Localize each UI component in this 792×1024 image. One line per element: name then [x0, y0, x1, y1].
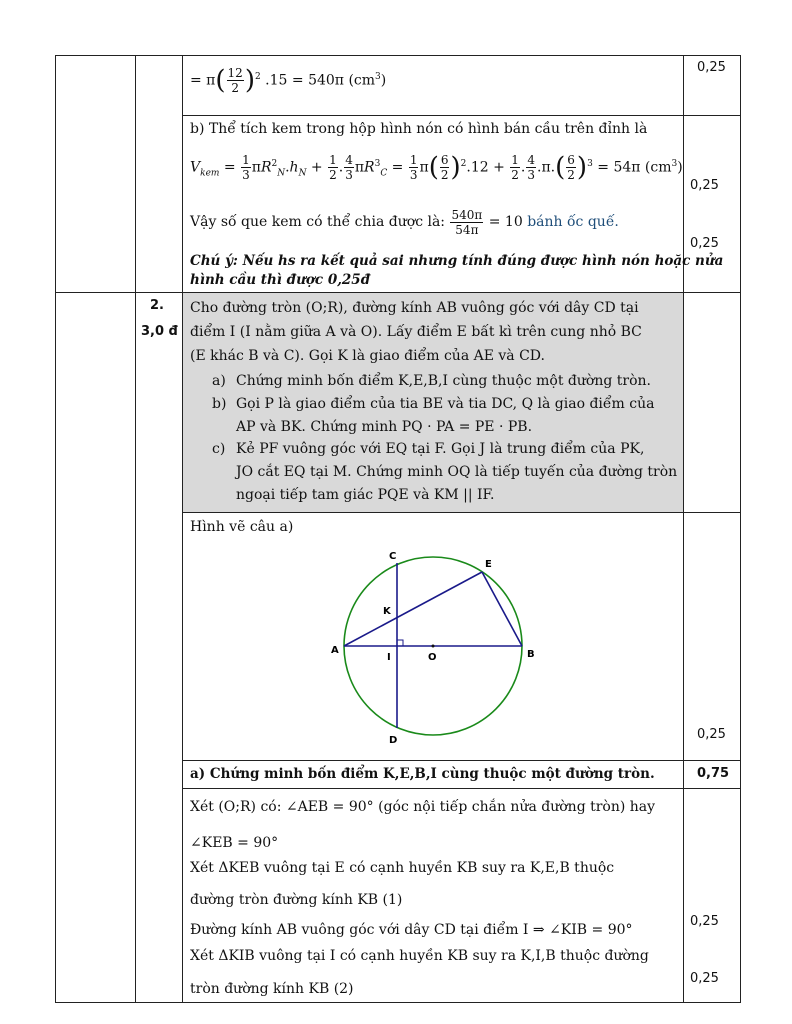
que-kem-count: Vậy số que kem có thể chia được là: $\frac{540\pi}{54\pi}$ = 10 bánh ốc quế.: [190, 207, 619, 237]
proof-line: Xét ΔKIB vuông tại I có cạnh huyền KB suy ra K,I,B thuộc đường: [190, 948, 649, 964]
label-a: A: [331, 645, 339, 656]
problem-intro: Cho đường tròn (O;R), đường kính AB vuông góc với dây CD tại điểm I (I nằm giữa A và O). Lấy điểm E bất kì trên cung nhỏ BC (E khác B và C). Gọi K là giao điểm của AE và CD.: [190, 300, 642, 364]
label-d: D: [389, 735, 398, 746]
figure-caption: Hình vẽ câu a): [190, 519, 294, 535]
score: 0,25: [690, 971, 719, 986]
ice-cream-volume-formula: $V_{kem}$ = $\frac{1}{3}$ $\pi R^2_N.h_N$ + $\frac{1}{2}$ . $\frac{4}{3}$ $\pi R^3_C$ = $\frac{1}{3}$ π( $\frac{6}{2}$ )$^2$.12 + $\frac{1}{2}$ . $\frac{4}{3}$ .π.( $\frac{6}{2}$ )$^3$ = 54π $(cm^3)$: [190, 152, 683, 183]
label-o: O: [428, 652, 437, 663]
problem-item-a: a) Chứng minh bốn điểm K,E,B,I cùng thuộc một đường tròn.: [212, 373, 651, 389]
proof-line: Xét ΔKEB vuông tại E có cạnh huyền KB suy ra K,E,B thuộc: [190, 860, 615, 876]
geometry-figure: [320, 540, 550, 755]
proof-line: ∠KEB = 90°: [190, 835, 279, 851]
part-b-title: b) Thể tích kem trong hộp hình nón có hình bán cầu trên đỉnh là: [190, 121, 648, 137]
point-o: [432, 645, 435, 648]
segment-eb: [482, 572, 522, 646]
table-border: [135, 55, 136, 1003]
problem-item-c: c) Kẻ PF vuông góc với EQ tại F. Gọi J là trung điểm của PK, JO cắt EQ tại M. Chứng minh OQ là tiếp tuyến của đường tròn ngoại tiếp tam giác PQE và KM || IF.: [212, 441, 678, 503]
table-border: [683, 55, 684, 1003]
table-border: [182, 55, 183, 1003]
label-c: C: [389, 551, 397, 562]
proof-line: đường tròn đường kính KB (1): [190, 892, 403, 908]
label-b: B: [527, 649, 535, 660]
table-border: [182, 760, 741, 761]
table-border: [740, 55, 741, 1003]
problem-number: 2.: [150, 298, 164, 313]
proof-line: tròn đường kính KB (2): [190, 981, 354, 997]
score: 0,25: [690, 236, 719, 251]
grading-note: Chú ý: Nếu hs ra kết quả sai nhưng tính đúng được hình nón hoặc nửa hình cầu thì được 0,25đ: [190, 253, 724, 288]
score: 0,25: [697, 727, 726, 742]
label-i: I: [387, 652, 391, 663]
segment-ae: [344, 572, 482, 646]
score: 0,25: [690, 178, 719, 193]
table-border: [55, 292, 741, 293]
problem-points: 3,0 đ: [141, 324, 178, 339]
volume-formula: = π( $\frac{12}{2}$ )$^2$ .15 = 540π $(cm^3)$: [190, 65, 387, 96]
table-border: [182, 512, 741, 513]
table-border: [55, 1002, 741, 1003]
table-border: [55, 55, 741, 56]
part-a-heading: a) Chứng minh bốn điểm K,E,B,I cùng thuộc một đường tròn.: [190, 766, 655, 782]
proof-line: Xét (O;R) có: ∠AEB = 90° (góc nội tiếp chắn nửa đường tròn) hay: [190, 799, 656, 815]
part-a-points: 0,75: [697, 766, 730, 781]
table-border: [182, 115, 741, 116]
label-k: K: [383, 606, 391, 617]
label-e: E: [485, 559, 492, 570]
proof-line: Đường kính AB vuông góc với dây CD tại điểm I ⇒ ∠KIB = 90°: [190, 922, 633, 938]
score: 0,25: [697, 60, 726, 75]
right-angle-mark: [397, 640, 403, 646]
score: 0,25: [690, 914, 719, 929]
table-border: [182, 788, 741, 789]
problem-item-b: b) Gọi P là giao điểm của tia BE và tia DC, Q là giao điểm của AP và BK. Chứng minh PQ · PA = PE · PB.: [212, 396, 655, 435]
table-border: [55, 55, 56, 1003]
